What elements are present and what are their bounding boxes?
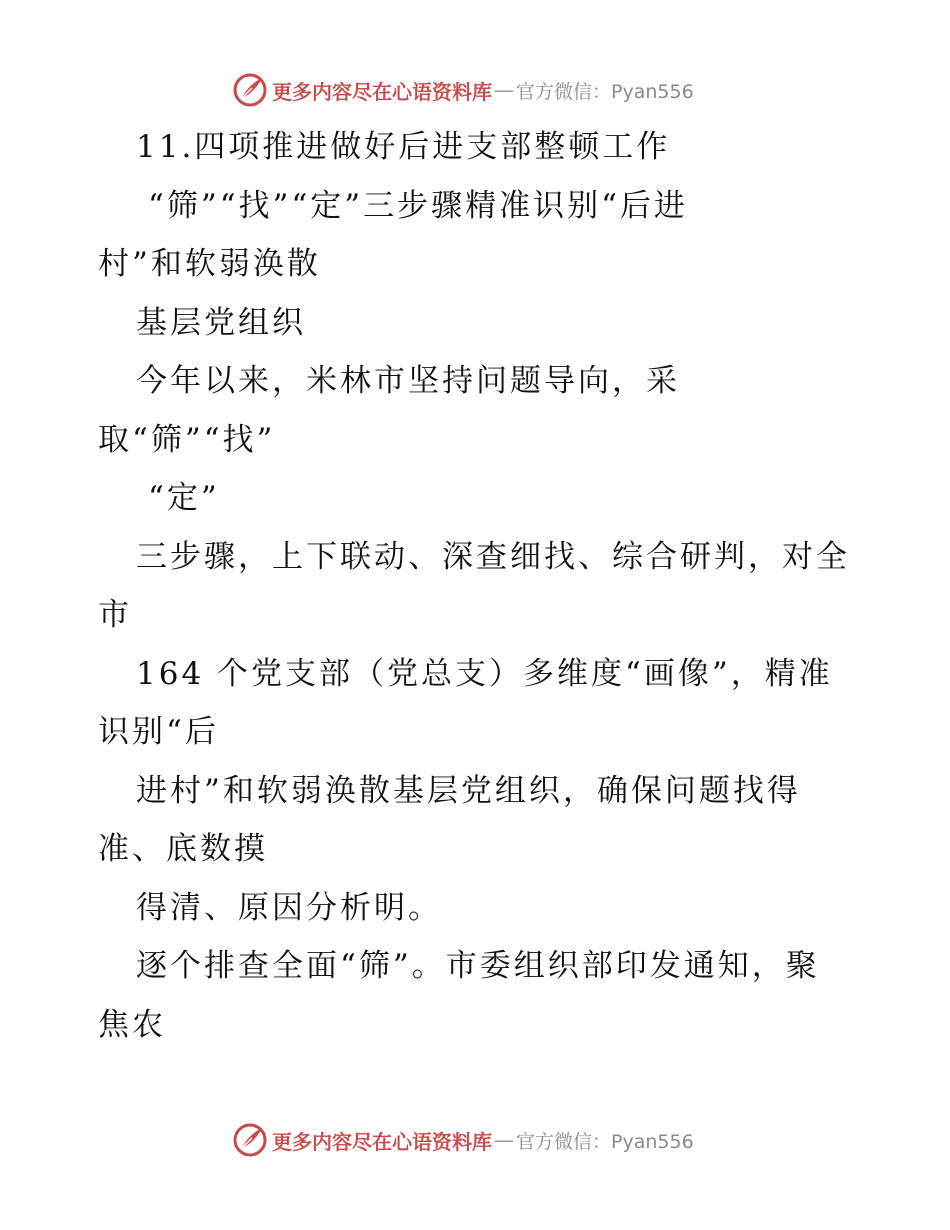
paragraph-line: 识别“后 [98, 714, 219, 750]
paragraph-line: 进村”和软弱涣散基层党组织，确保问题找得 [136, 772, 801, 809]
paragraph-line: 逐个排查全面“筛”。市委组织部印发通知，聚 [136, 948, 820, 984]
paragraph-line: 市 [98, 597, 132, 633]
watermark-separator: — [494, 78, 514, 102]
paragraph-line: 基层党组织 [136, 304, 306, 341]
footer-watermark [232, 1120, 694, 1160]
header-watermark [232, 70, 694, 110]
feather-pen-logo-icon [232, 72, 268, 108]
paragraph-line: 164 个党支部（党总支）多维度“画像”，精准 [136, 655, 833, 692]
paragraph-line: 今年以来，米林市坚持问题导向，采 [136, 363, 680, 399]
paragraph-line: 三步骤，上下联动、深查细找、综合研判，对全 [136, 538, 850, 575]
section-title: 11.四项推进做好后进支部整顿工作 [136, 129, 671, 165]
watermark-main-text: 更多内容尽在心语资料库 [272, 1129, 492, 1154]
watermark-wechat-text: 官方微信：Pyan556 [516, 80, 694, 103]
paragraph-line: 村”和软弱涣散 [98, 246, 321, 282]
paragraph-line: “筛”“找”“定”三步骤精准识别“后进 [148, 187, 688, 224]
paragraph-line: 准、底数摸 [98, 831, 268, 867]
document-body [98, 118, 898, 1054]
paragraph-line: 得清、原因分析明。 [136, 889, 442, 926]
watermark-separator: — [494, 1128, 514, 1152]
feather-pen-logo-icon [232, 1122, 268, 1158]
paragraph-line: 取“筛”“找” [98, 421, 276, 458]
watermark-wechat-text: 官方微信：Pyan556 [516, 1130, 694, 1153]
paragraph-line: “定” [148, 480, 220, 516]
watermark-main-text: 更多内容尽在心语资料库 [272, 79, 492, 104]
paragraph-line: 焦农 [98, 1006, 166, 1043]
